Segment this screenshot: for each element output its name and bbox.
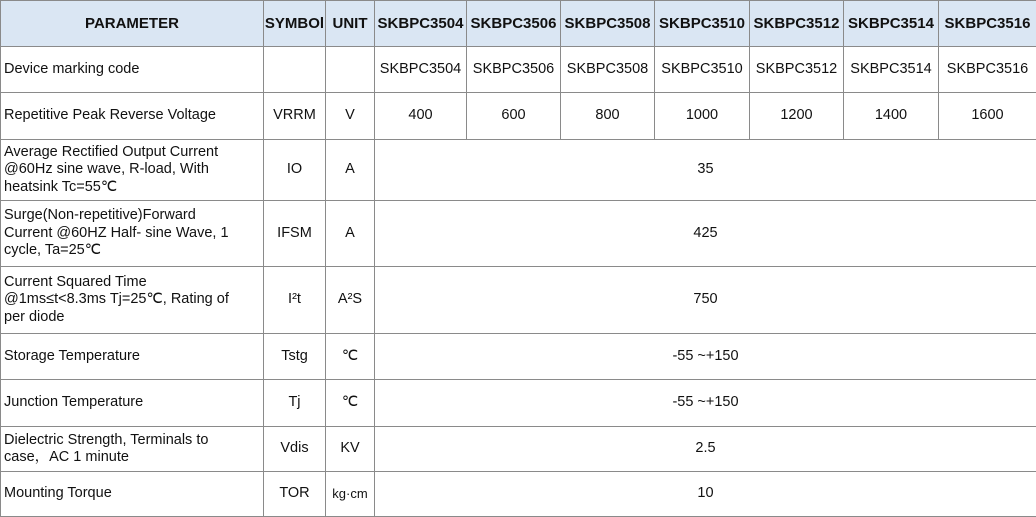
unit-cell: ℃ (326, 380, 375, 427)
value-cell-merged: 2.5 (375, 427, 1036, 472)
param-cell (1, 140, 264, 201)
value-cell: 1600 (939, 93, 1036, 140)
value-cell: 1400 (844, 93, 939, 140)
unit-cell: A (326, 140, 375, 201)
header-model: SKBPC3514 (844, 1, 939, 47)
value-cell: 1000 (655, 93, 750, 140)
symbol-cell: IO (264, 140, 326, 201)
param-cell (1, 267, 264, 334)
param-line: @1ms≤t<8.3ms Tj=25℃, Rating of (4, 291, 261, 308)
value-cell: SKBPC3512 (750, 47, 844, 93)
row-i2t (1, 267, 1036, 334)
symbol-cell: Vdis (264, 427, 326, 472)
row-vrrm (1, 93, 1036, 140)
param-line: Current @60HZ Half- sine Wave, 1 (4, 225, 261, 242)
header-row (1, 1, 1036, 47)
value-cell: SKBPC3506 (467, 47, 561, 93)
param-cell: Repetitive Peak Reverse Voltage (1, 93, 264, 140)
symbol-cell: I²t (264, 267, 326, 334)
param-line: per diode (4, 309, 261, 326)
header-symbol: SYMBOl (264, 1, 326, 47)
header-model: SKBPC3506 (467, 1, 561, 47)
param-line: Average Rectified Output Current (4, 144, 261, 161)
unit-cell: kg·cm (326, 472, 375, 517)
row-marking-code (1, 47, 1036, 93)
symbol-cell: Tj (264, 380, 326, 427)
symbol-cell: Tstg (264, 334, 326, 380)
header-model: SKBPC3510 (655, 1, 750, 47)
param-cell: Mounting Torque (1, 472, 264, 517)
unit-cell: ℃ (326, 334, 375, 380)
value-cell-merged: 10 (375, 472, 1036, 517)
value-cell: SKBPC3516 (939, 47, 1036, 93)
unit-cell: A (326, 201, 375, 267)
row-io (1, 140, 1036, 201)
value-cell: 600 (467, 93, 561, 140)
row-ifsm (1, 201, 1036, 267)
param-line: heatsink Tc=55℃ (4, 179, 261, 196)
header-unit: UNIT (326, 1, 375, 47)
value-cell: 1200 (750, 93, 844, 140)
row-tstg (1, 334, 1036, 380)
param-cell (1, 201, 264, 267)
value-cell: SKBPC3504 (375, 47, 467, 93)
value-cell-merged: 425 (375, 201, 1036, 267)
param-cell: Device marking code (1, 47, 264, 93)
header-model: SKBPC3512 (750, 1, 844, 47)
param-line: Dielectric Strength, Terminals to (4, 432, 261, 449)
unit-cell: KV (326, 427, 375, 472)
value-cell-merged: 35 (375, 140, 1036, 201)
value-cell-merged: -55 ~+150 (375, 334, 1036, 380)
param-line: Surge(Non-repetitive)Forward (4, 207, 261, 224)
value-cell-merged: -55 ~+150 (375, 380, 1036, 427)
param-line: cycle, Ta=25℃ (4, 242, 261, 259)
value-cell: SKBPC3508 (561, 47, 655, 93)
value-cell: SKBPC3514 (844, 47, 939, 93)
unit-cell: V (326, 93, 375, 140)
row-tj (1, 380, 1036, 427)
value-cell: SKBPC3510 (655, 47, 750, 93)
row-vdis (1, 427, 1036, 472)
symbol-cell (264, 47, 326, 93)
header-model: SKBPC3504 (375, 1, 467, 47)
param-line: case，AC 1 minute (4, 449, 261, 466)
row-tor (1, 472, 1036, 517)
symbol-cell: IFSM (264, 201, 326, 267)
symbol-cell: TOR (264, 472, 326, 517)
header-model: SKBPC3508 (561, 1, 655, 47)
param-cell: Junction Temperature (1, 380, 264, 427)
param-line: Current Squared Time (4, 274, 261, 291)
header-model: SKBPC3516 (939, 1, 1036, 47)
param-line: @60Hz sine wave, R-load, With (4, 161, 261, 178)
param-cell (1, 427, 264, 472)
value-cell-merged: 750 (375, 267, 1036, 334)
value-cell: 800 (561, 93, 655, 140)
symbol-cell: VRRM (264, 93, 326, 140)
unit-cell: A²S (326, 267, 375, 334)
header-parameter: PARAMETER (1, 1, 264, 47)
param-cell: Storage Temperature (1, 334, 264, 380)
unit-cell (326, 47, 375, 93)
value-cell: 400 (375, 93, 467, 140)
